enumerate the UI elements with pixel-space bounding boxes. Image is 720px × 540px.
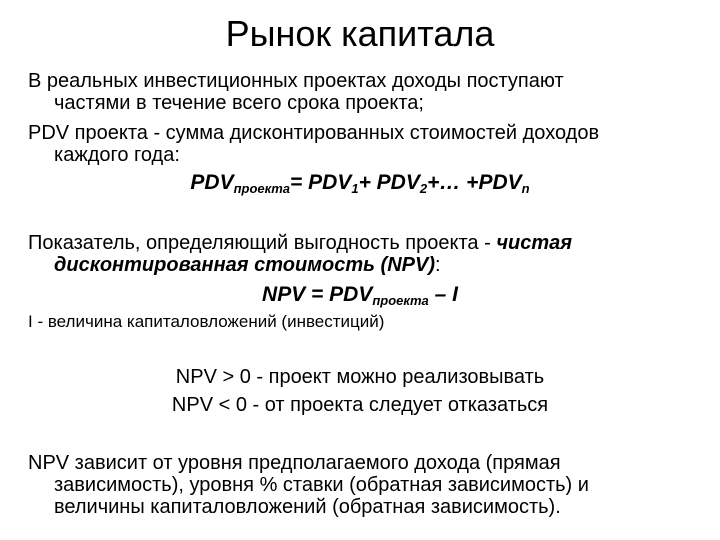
formula-subscript: проекта (233, 181, 291, 196)
npv-formula (0, 282, 720, 314)
formula-part: + PDV (358, 171, 420, 194)
paragraph-line: каждого года: (54, 144, 180, 166)
formula-subscript: проекта (372, 293, 429, 308)
paragraph-line: PDV проекта - сумма дисконтированных стоимостей доходов (28, 122, 600, 144)
paragraph-line: величины капиталовложений (обратная зависимость). (54, 496, 561, 518)
npv-term: дисконтированная стоимость (NPV) (54, 254, 435, 276)
formula-part: = PDV (290, 171, 352, 194)
formula-subscript: 2 (419, 181, 428, 196)
paragraph-npv-dependence (28, 452, 698, 518)
formula-part: PDV (190, 171, 234, 194)
pdv-formula (0, 170, 720, 202)
slide-title: Рынок капитала (225, 13, 495, 54)
formula-part: +… +PDV (427, 171, 522, 194)
formula-subscript: 1 (351, 181, 359, 196)
formula-part: – I (428, 283, 458, 306)
investment-note: I - величина капиталовложений (инвестиций) (28, 312, 385, 331)
paragraph-npv-indicator (28, 232, 698, 276)
paragraph-text: Показатель, определяющий выгодность проекта - (28, 232, 497, 254)
npv-term: чистая (496, 232, 572, 254)
formula-subscript: n (521, 181, 530, 196)
paragraph-line: В реальных инвестиционных проектах доходы поступают (28, 70, 564, 92)
npv-negative-condition: NPV < 0 - от проекта следует отказаться (171, 394, 549, 416)
paragraph-line: NPV зависит от уровня предполагаемого дохода (прямая (28, 452, 561, 474)
paragraph-pdv-definition (28, 122, 698, 166)
formula-part: NPV = PDV (262, 283, 373, 306)
paragraph-text: : (435, 254, 441, 276)
paragraph-income-parts (28, 70, 698, 114)
paragraph-line: частями в течение всего срока проекта; (54, 92, 424, 114)
npv-positive-condition: NPV > 0 - проект можно реализовывать (175, 366, 545, 388)
paragraph-line: зависимость), уровня % ставки (обратная зависимость) и (54, 474, 589, 496)
